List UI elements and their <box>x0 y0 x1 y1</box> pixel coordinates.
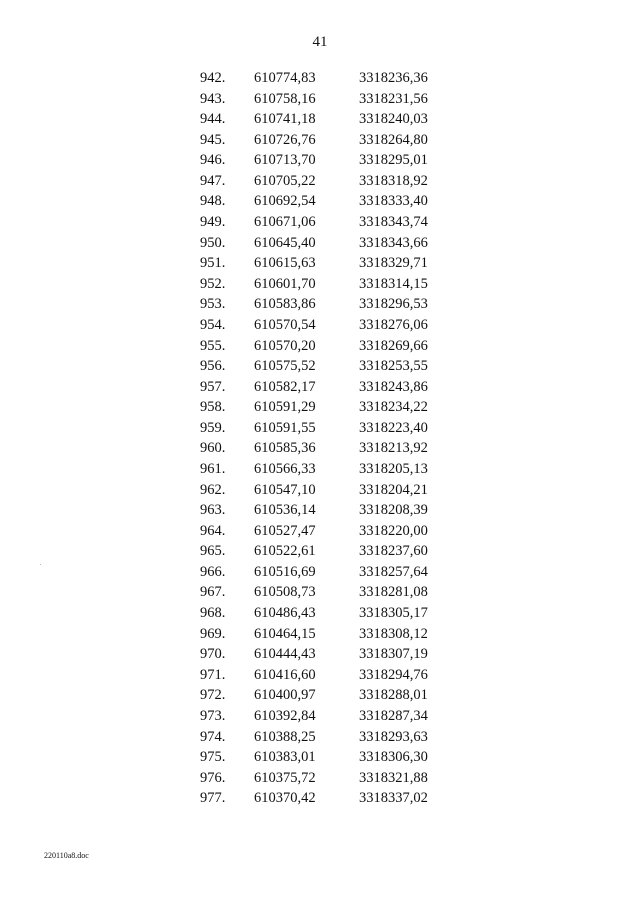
table-row <box>0 603 640 624</box>
x-coordinate: 610522,61 <box>254 543 316 560</box>
row-number: 975. <box>200 749 226 766</box>
x-coordinate: 610615,63 <box>254 255 316 272</box>
x-coordinate: 610400,97 <box>254 687 316 704</box>
coordinate-table <box>0 68 640 809</box>
x-coordinate: 610583,86 <box>254 296 316 313</box>
x-coordinate: 610388,25 <box>254 728 316 745</box>
x-coordinate: 610726,76 <box>254 131 316 148</box>
y-coordinate: 3318287,34 <box>359 707 428 724</box>
table-row <box>0 356 640 377</box>
table-row <box>0 274 640 295</box>
x-coordinate: 610370,42 <box>254 790 316 807</box>
y-coordinate: 3318343,66 <box>359 234 428 251</box>
row-number: 969. <box>200 625 226 642</box>
x-coordinate: 610516,69 <box>254 563 316 580</box>
y-coordinate: 3318269,66 <box>359 337 428 354</box>
table-row <box>0 768 640 789</box>
y-coordinate: 3318307,19 <box>359 646 428 663</box>
x-coordinate: 610591,55 <box>254 419 316 436</box>
y-coordinate: 3318223,40 <box>359 419 428 436</box>
row-number: 965. <box>200 543 226 560</box>
row-number: 948. <box>200 193 226 210</box>
x-coordinate: 610508,73 <box>254 584 316 601</box>
table-row <box>0 562 640 583</box>
y-coordinate: 3318213,92 <box>359 440 428 457</box>
x-coordinate: 610713,70 <box>254 152 316 169</box>
table-row <box>0 191 640 212</box>
x-coordinate: 610601,70 <box>254 275 316 292</box>
y-coordinate: 3318264,80 <box>359 131 428 148</box>
x-coordinate: 610705,22 <box>254 172 316 189</box>
x-coordinate: 610575,52 <box>254 358 316 375</box>
y-coordinate: 3318237,60 <box>359 543 428 560</box>
row-number: 973. <box>200 707 226 724</box>
x-coordinate: 610536,14 <box>254 502 316 519</box>
footer-filename: 220110a8.doc <box>44 851 89 860</box>
y-coordinate: 3318276,06 <box>359 316 428 333</box>
y-coordinate: 3318240,03 <box>359 111 428 128</box>
table-row <box>0 459 640 480</box>
table-row <box>0 706 640 727</box>
y-coordinate: 3318318,92 <box>359 172 428 189</box>
y-coordinate: 3318204,21 <box>359 481 428 498</box>
row-number: 960. <box>200 440 226 457</box>
table-row <box>0 233 640 254</box>
x-coordinate: 610375,72 <box>254 769 316 786</box>
table-row <box>0 89 640 110</box>
row-number: 946. <box>200 152 226 169</box>
row-number: 961. <box>200 460 226 477</box>
y-coordinate: 3318253,55 <box>359 358 428 375</box>
y-coordinate: 3318343,74 <box>359 214 428 231</box>
row-number: 970. <box>200 646 226 663</box>
table-row <box>0 521 640 542</box>
row-number: 949. <box>200 214 226 231</box>
row-number: 956. <box>200 358 226 375</box>
row-number: 958. <box>200 399 226 416</box>
table-row <box>0 418 640 439</box>
row-number: 977. <box>200 790 226 807</box>
y-coordinate: 3318321,88 <box>359 769 428 786</box>
y-coordinate: 3318314,15 <box>359 275 428 292</box>
table-row <box>0 377 640 398</box>
table-row <box>0 747 640 768</box>
table-row <box>0 212 640 233</box>
table-row <box>0 541 640 562</box>
x-coordinate: 610464,15 <box>254 625 316 642</box>
y-coordinate: 3318257,64 <box>359 563 428 580</box>
y-coordinate: 3318296,53 <box>359 296 428 313</box>
page-number: 41 <box>312 34 328 50</box>
row-number: 957. <box>200 378 226 395</box>
row-number: 943. <box>200 90 226 107</box>
table-row <box>0 68 640 89</box>
x-coordinate: 610645,40 <box>254 234 316 251</box>
y-coordinate: 3318329,71 <box>359 255 428 272</box>
row-number: 942. <box>200 70 226 86</box>
y-coordinate: 3318243,86 <box>359 378 428 395</box>
table-row <box>0 727 640 748</box>
y-coordinate: 3318294,76 <box>359 666 428 683</box>
table-row <box>0 109 640 130</box>
x-coordinate: 610741,18 <box>254 111 316 128</box>
row-number: 966. <box>200 563 226 580</box>
row-number: 963. <box>200 502 226 519</box>
row-number: 964. <box>200 522 226 539</box>
x-coordinate: 610392,84 <box>254 707 316 724</box>
table-row <box>0 397 640 418</box>
y-coordinate: 3318220,00 <box>359 522 428 539</box>
table-row <box>0 315 640 336</box>
table-row <box>0 438 640 459</box>
x-coordinate: 610582,17 <box>254 378 316 395</box>
x-coordinate: 610692,54 <box>254 193 316 210</box>
x-coordinate: 610566,33 <box>254 460 316 477</box>
x-coordinate: 610570,54 <box>254 316 316 333</box>
row-number: 951. <box>200 255 226 272</box>
x-coordinate: 610486,43 <box>254 605 316 622</box>
row-number: 959. <box>200 419 226 436</box>
table-row <box>0 788 640 809</box>
x-coordinate: 610547,10 <box>254 481 316 498</box>
row-number: 968. <box>200 605 226 622</box>
y-coordinate: 3318305,17 <box>359 605 428 622</box>
table-row <box>0 480 640 501</box>
table-row <box>0 500 640 521</box>
y-coordinate: 3318208,39 <box>359 502 428 519</box>
y-coordinate: 3318308,12 <box>359 625 428 642</box>
table-row <box>0 130 640 151</box>
row-number: 955. <box>200 337 226 354</box>
row-number: 967. <box>200 584 226 601</box>
table-row <box>0 644 640 665</box>
row-number: 962. <box>200 481 226 498</box>
row-number: 947. <box>200 172 226 189</box>
table-row <box>0 624 640 645</box>
table-row <box>0 665 640 686</box>
y-coordinate: 3318306,30 <box>359 749 428 766</box>
table-row <box>0 294 640 315</box>
y-coordinate: 3318337,02 <box>359 790 428 807</box>
table-row <box>0 685 640 706</box>
row-number: 950. <box>200 234 226 251</box>
table-row <box>0 336 640 357</box>
row-number: 945. <box>200 131 226 148</box>
row-number: 972. <box>200 687 226 704</box>
x-coordinate: 610774,83 <box>254 70 316 86</box>
row-number: 976. <box>200 769 226 786</box>
row-number: 952. <box>200 275 226 292</box>
x-coordinate: 610591,29 <box>254 399 316 416</box>
y-coordinate: 3318231,56 <box>359 90 428 107</box>
x-coordinate: 610444,43 <box>254 646 316 663</box>
x-coordinate: 610758,16 <box>254 90 316 107</box>
y-coordinate: 3318295,01 <box>359 152 428 169</box>
y-coordinate: 3318288,01 <box>359 687 428 704</box>
margin-dot <box>40 564 41 565</box>
x-coordinate: 610527,47 <box>254 522 316 539</box>
row-number: 974. <box>200 728 226 745</box>
y-coordinate: 3318236,36 <box>359 70 428 86</box>
table-row <box>0 253 640 274</box>
table-row <box>0 171 640 192</box>
row-number: 971. <box>200 666 226 683</box>
x-coordinate: 610383,01 <box>254 749 316 766</box>
y-coordinate: 3318333,40 <box>359 193 428 210</box>
y-coordinate: 3318293,63 <box>359 728 428 745</box>
x-coordinate: 610416,60 <box>254 666 316 683</box>
y-coordinate: 3318234,22 <box>359 399 428 416</box>
row-number: 944. <box>200 111 226 128</box>
table-row <box>0 582 640 603</box>
x-coordinate: 610671,06 <box>254 214 316 231</box>
y-coordinate: 3318205,13 <box>359 460 428 477</box>
y-coordinate: 3318281,08 <box>359 584 428 601</box>
table-row <box>0 150 640 171</box>
row-number: 953. <box>200 296 226 313</box>
x-coordinate: 610570,20 <box>254 337 316 354</box>
x-coordinate: 610585,36 <box>254 440 316 457</box>
row-number: 954. <box>200 316 226 333</box>
